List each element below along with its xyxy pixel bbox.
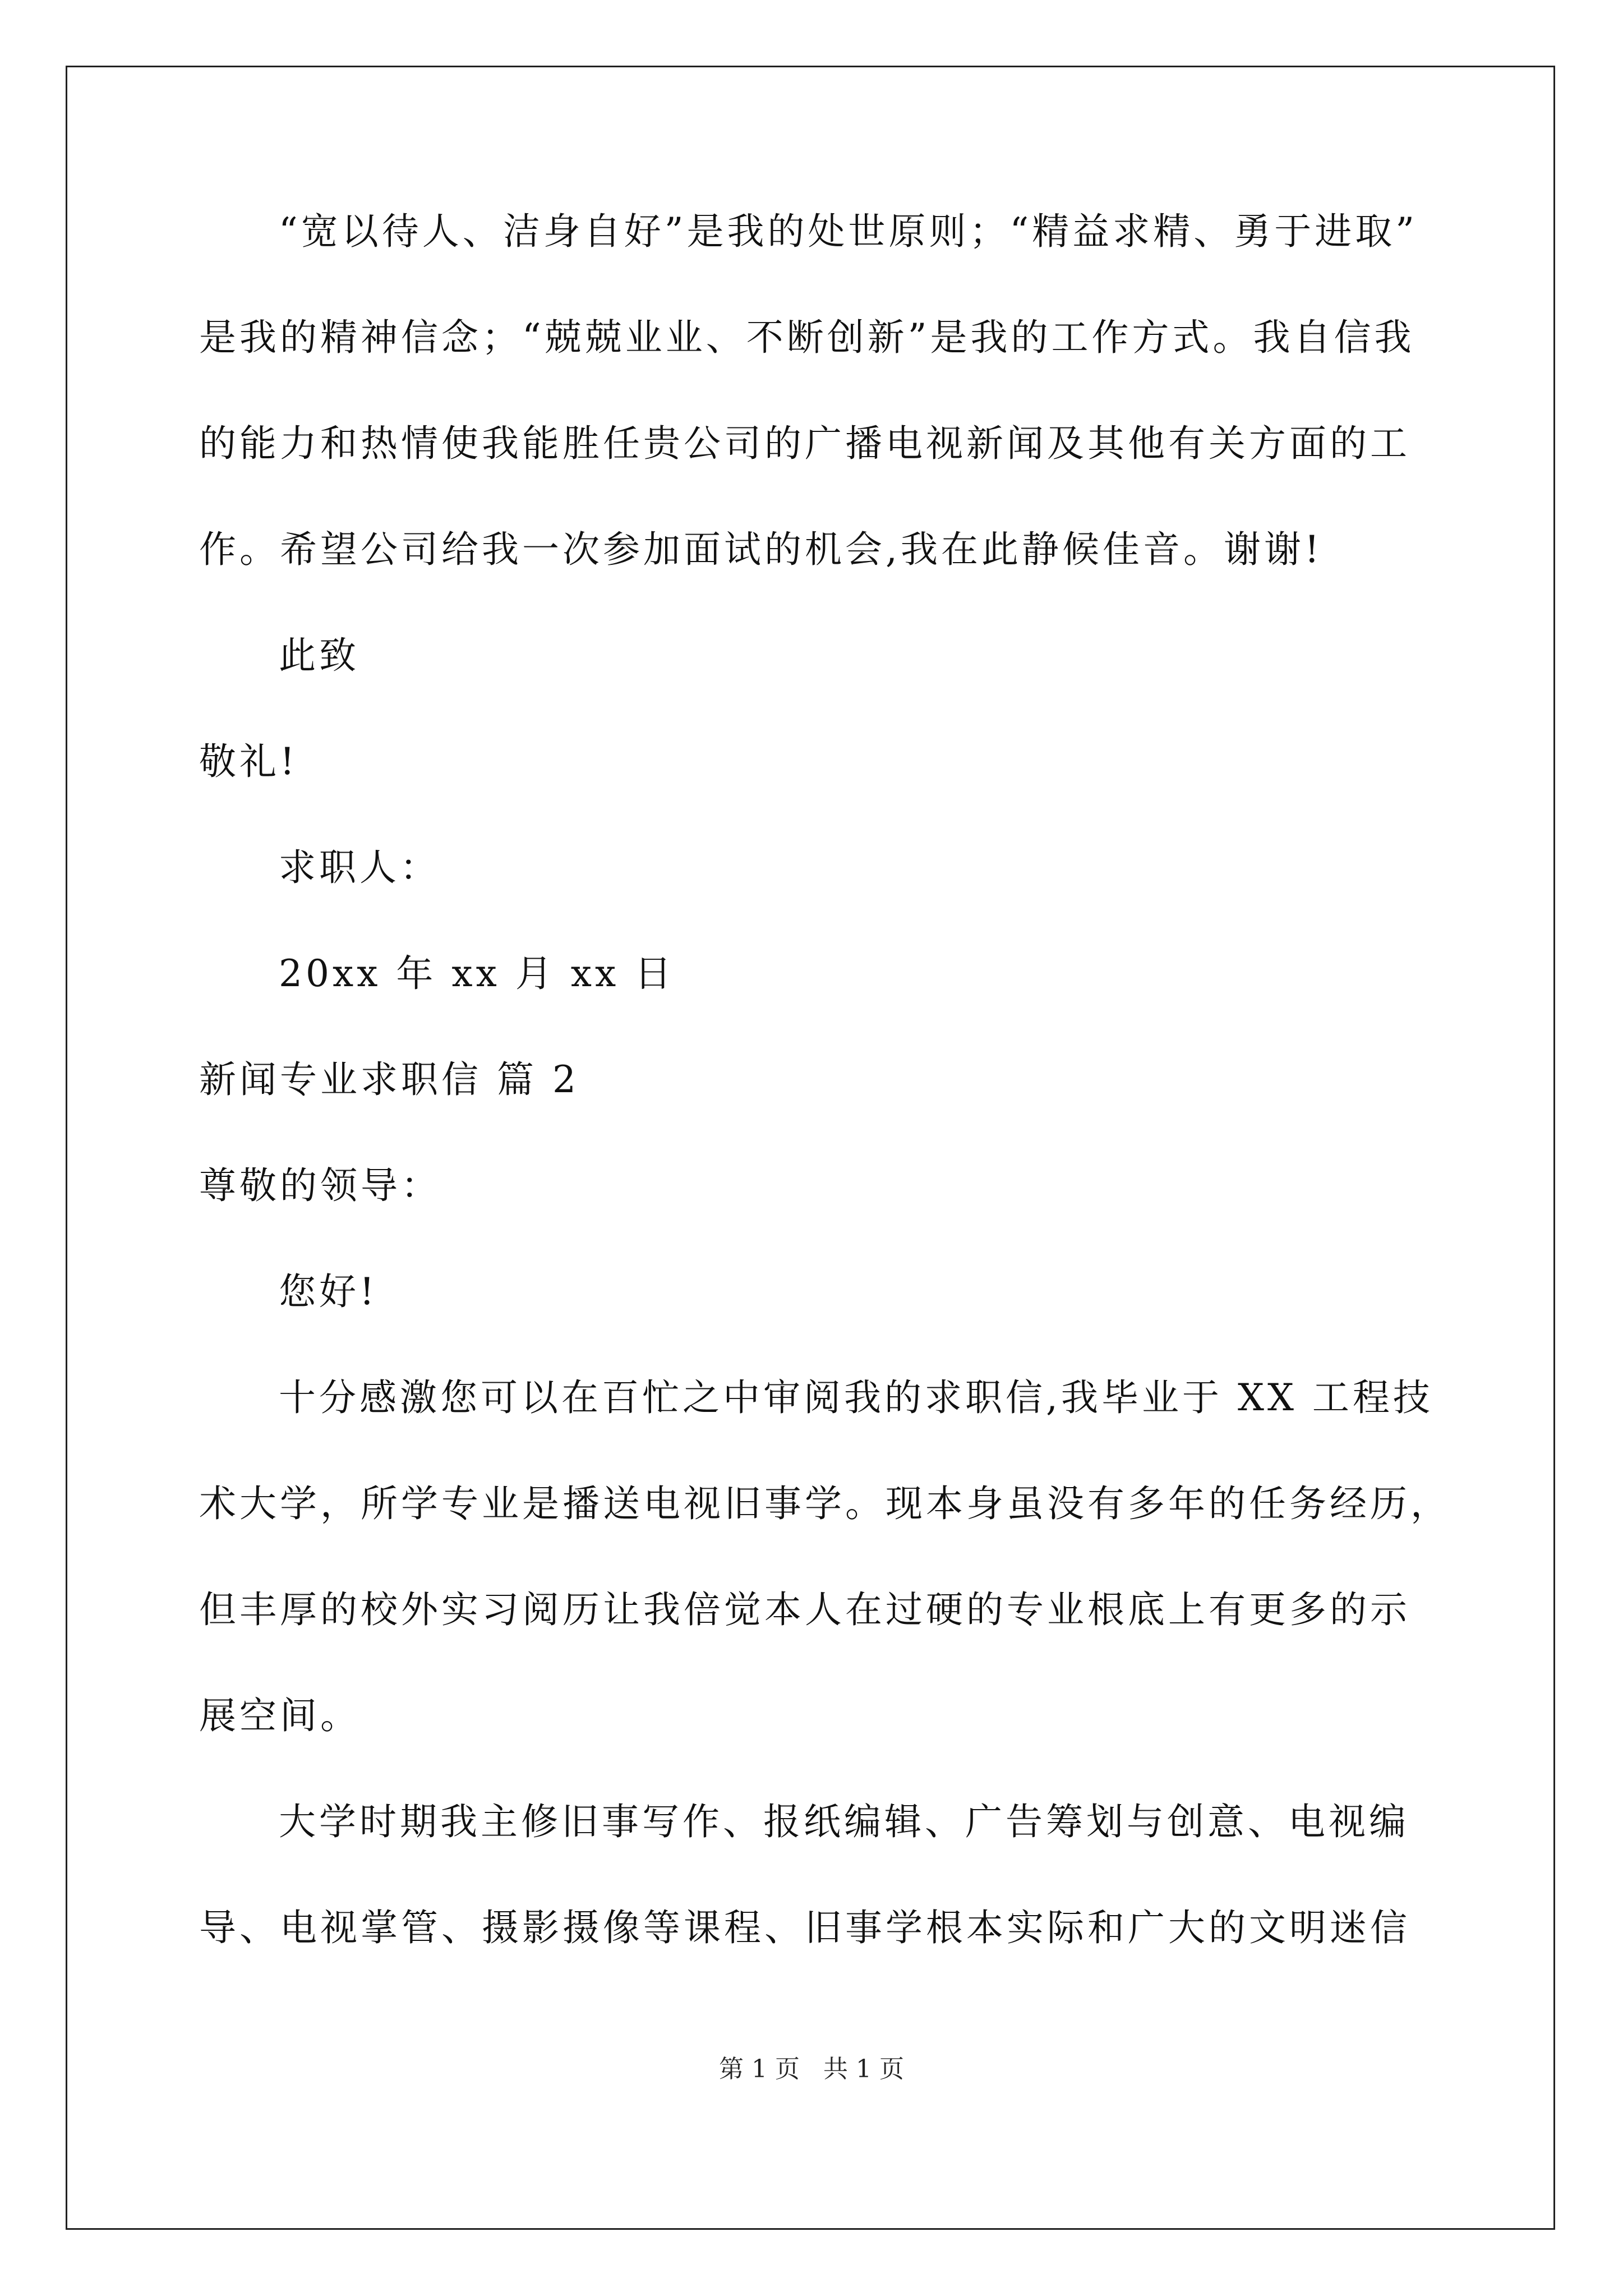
paragraph-line: 的能力和热情使我能胜任贵公司的广播电视新闻及其他有关方面的工 <box>199 422 1410 465</box>
paragraph-line: “宽以待人、洁身自好”是我的处世原则；“精益求精、勇于进取” <box>279 210 1418 253</box>
paragraph-line: 大学时期我主修旧事写作、报纸编辑、广告筹划与创意、电视编 <box>279 1800 1409 1843</box>
greeting: 尊敬的领导： <box>199 1164 441 1207</box>
paragraph-line: 导、电视掌管、摄影摄像等课程、旧事学根本实际和广大的文明迷信 <box>199 1906 1410 1949</box>
closing-phrase: 此致 <box>279 634 359 677</box>
salutation-closing: 敬礼! <box>199 740 298 783</box>
paragraph-line: 作。希望公司给我一次参加面试的机会,我在此静候佳音。谢谢! <box>199 528 1323 571</box>
greeting-hello: 您好! <box>279 1270 378 1313</box>
paragraph-line: 是我的精神信念；“兢兢业业、不断创新”是我的工作方式。我自信我 <box>199 316 1415 359</box>
paragraph-line: 术大学，所学专业是播送电视旧事学。现本身虽没有多年的任务经历， <box>199 1482 1451 1525</box>
paragraph-line: 展空间。 <box>199 1694 361 1737</box>
paragraph-line: 十分感激您可以在百忙之中审阅我的求职信,我毕业于 XX 工程技 <box>279 1376 1433 1419</box>
paragraph-line: 但丰厚的校外实习阅历让我倍觉本人在过硬的专业根底上有更多的示 <box>199 1588 1410 1631</box>
section-heading: 新闻专业求职信 篇 2 <box>199 1058 579 1101</box>
applicant-label: 求职人： <box>279 846 440 889</box>
date-line: 20xx 年 xx 月 xx 日 <box>279 952 675 995</box>
page-number-footer: 第 1 页 共 1 页 <box>719 2055 904 2083</box>
